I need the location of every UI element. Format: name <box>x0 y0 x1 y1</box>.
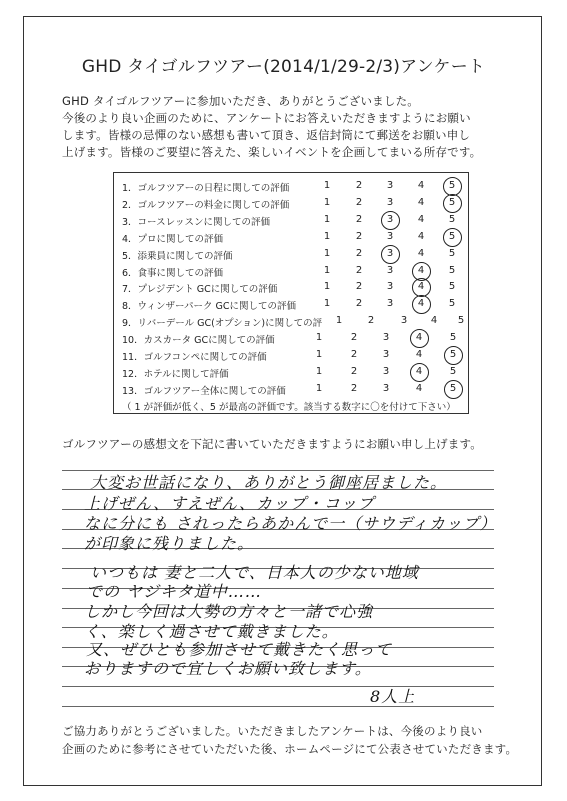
rating-option-3[interactable]: 3 <box>386 298 394 310</box>
rating-option-4[interactable]: 4 <box>415 349 423 360</box>
selected-circle-mark <box>443 194 462 213</box>
selected-circle-mark <box>381 245 400 264</box>
rating-row <box>114 195 468 213</box>
rating-row <box>114 313 468 331</box>
rating-row <box>114 381 468 399</box>
closing-line: ご協力ありがとうございました。いただきましたアンケートは、今後のより良い <box>62 724 483 738</box>
rating-option-3[interactable]: 3 <box>382 349 390 360</box>
intro-line: 今後のより良い企画のために、アンケートにお答えいただきますようにお願い <box>62 111 471 125</box>
intro-text <box>62 93 510 161</box>
rating-option-2[interactable]: 2 <box>367 315 375 327</box>
closing-line: 企画のために参考にさせていただいた後、ホームページにて公表させていただきます。 <box>62 742 518 756</box>
rating-footnote: （ 1 が評価が低く、5 が最高の評価です。該当する数字に〇を付けて下さい） <box>122 402 456 413</box>
rating-option-4[interactable]: 4 <box>417 230 425 242</box>
handwritten-line: おりますので宜しくお願い致します。 <box>84 659 372 678</box>
rating-option-4[interactable]: 4 <box>415 365 423 377</box>
handwritten-line: 大変お世話になり、ありがとう御座居ました。 <box>90 473 448 492</box>
rating-option-5[interactable]: 5 <box>449 382 457 394</box>
rating-option-3[interactable]: 3 <box>386 213 394 225</box>
intro-line: GHD タイゴルフツアーに参加いただき、ありがとうございました。 <box>62 94 419 108</box>
rating-option-2[interactable]: 2 <box>355 196 363 208</box>
rating-option-4[interactable]: 4 <box>417 264 425 276</box>
rating-option-1[interactable]: 1 <box>323 196 331 208</box>
rating-option-5[interactable]: 5 <box>448 213 456 225</box>
rating-option-2[interactable]: 2 <box>355 281 363 293</box>
selected-circle-mark <box>410 363 429 382</box>
rating-row <box>114 229 468 247</box>
rating-option-4[interactable]: 4 <box>417 196 425 208</box>
rating-option-5[interactable]: 5 <box>448 298 456 310</box>
rating-item-label: 10．カスカータ GCに関しての評価 <box>122 335 275 347</box>
rating-option-4[interactable]: 4 <box>417 213 425 225</box>
rating-option-5[interactable]: 5 <box>448 264 456 276</box>
selected-circle-mark <box>381 211 400 230</box>
rating-option-4[interactable]: 4 <box>415 382 423 394</box>
rating-option-5[interactable]: 5 <box>448 196 456 208</box>
handwritten-line: く、楽しく過させて戴きました。 <box>84 622 339 641</box>
rating-row <box>114 246 468 264</box>
rating-option-3[interactable]: 3 <box>400 315 408 327</box>
rating-option-3[interactable]: 3 <box>386 180 394 191</box>
rating-item-label: 5．添乗員に関しての評価 <box>122 250 233 262</box>
rating-option-1[interactable]: 1 <box>323 213 331 225</box>
selected-circle-mark <box>444 346 463 365</box>
rating-option-4[interactable]: 4 <box>430 315 438 327</box>
rating-option-3[interactable]: 3 <box>386 196 394 208</box>
rating-option-5[interactable]: 5 <box>457 315 465 327</box>
rating-item-label: 11．ゴルフコンペに関しての評価 <box>122 352 267 363</box>
selected-circle-mark <box>410 329 429 348</box>
rating-row <box>114 296 468 314</box>
rating-item-label: 6．食事に関しての評価 <box>122 267 224 279</box>
rating-option-3[interactable]: 3 <box>386 247 394 259</box>
rating-item-label: 1．ゴルフツアーの日程に関しての評価 <box>122 183 290 194</box>
rating-item-label: 8．ウィンザーパーク GCに関しての評価 <box>122 301 297 313</box>
handwritten-line: での ヤジキタ道中…… <box>86 582 262 601</box>
rating-option-1[interactable]: 1 <box>315 349 323 360</box>
rating-option-3[interactable]: 3 <box>386 264 394 276</box>
ruled-line <box>62 686 494 687</box>
closing-text <box>62 722 518 758</box>
rating-option-5[interactable]: 5 <box>448 180 456 191</box>
rating-option-1[interactable]: 1 <box>335 315 343 327</box>
rating-option-4[interactable]: 4 <box>417 180 425 191</box>
rating-option-1[interactable]: 1 <box>323 298 331 310</box>
ruled-line <box>62 706 494 707</box>
rating-option-3[interactable]: 3 <box>382 382 390 394</box>
rating-option-1[interactable]: 1 <box>315 382 323 394</box>
rating-option-2[interactable]: 2 <box>350 349 358 360</box>
rating-option-2[interactable]: 2 <box>355 298 363 310</box>
rating-option-2[interactable]: 2 <box>355 264 363 276</box>
rating-option-3[interactable]: 3 <box>386 230 394 242</box>
rating-item-label: 13．ゴルフツアー全体に関しての評価 <box>122 385 286 397</box>
rating-option-2[interactable]: 2 <box>350 365 358 377</box>
rating-option-2[interactable]: 2 <box>355 247 363 259</box>
rating-row <box>114 347 468 365</box>
handwritten-line: が印象に残りました。 <box>84 534 255 553</box>
handwritten-signature: 8人上 <box>370 687 416 706</box>
rating-option-5[interactable]: 5 <box>448 247 456 259</box>
rating-row <box>114 263 468 281</box>
rating-option-1[interactable]: 1 <box>323 264 331 276</box>
rating-option-4[interactable]: 4 <box>417 281 425 293</box>
handwritten-line: 上げぜん、すえぜん、カップ・コップ <box>84 494 375 513</box>
rating-option-1[interactable]: 1 <box>323 281 331 293</box>
page-title: GHD タイゴルフツアー(2014/1/29-2/3)アンケート <box>81 57 486 77</box>
rating-option-3[interactable]: 3 <box>382 332 390 344</box>
rating-option-2[interactable]: 2 <box>355 230 363 242</box>
rating-table <box>113 172 469 414</box>
rating-option-2[interactable]: 2 <box>350 332 358 344</box>
rating-option-3[interactable]: 3 <box>382 365 390 377</box>
rating-option-2[interactable]: 2 <box>350 382 358 394</box>
rating-option-4[interactable]: 4 <box>415 332 423 344</box>
rating-option-5[interactable]: 5 <box>449 349 457 360</box>
comment-prompt: ゴルフツアーの感想文を下記に書いていただきますようにお願い申し上げます。 <box>62 437 482 451</box>
rating-option-5[interactable]: 5 <box>448 281 456 293</box>
rating-option-5[interactable]: 5 <box>449 365 457 377</box>
rating-option-5[interactable]: 5 <box>449 332 457 344</box>
selected-circle-mark <box>412 295 431 314</box>
selected-circle-mark <box>443 228 462 247</box>
handwritten-line: なに分にも されったらあかんで一（サウディカップ） <box>84 514 497 533</box>
selected-circle-mark <box>444 380 463 399</box>
intro-line: します。皆様の忌憚のない感想も書いて頂き、返信封筒にて郵送をお願い申し <box>62 128 471 142</box>
rating-item-label: 9．リバーデール GC(オプション)に関しての評 <box>122 318 323 330</box>
handwritten-line: いつもは 妻と二人で、日本人の少ない地域 <box>90 563 419 582</box>
rating-item-label: 2．ゴルフツアーの料金に関しての評価 <box>122 199 290 211</box>
intro-line: 上げます。皆様のご要望に答えた、楽しいイベントを企画してまいる所存です。 <box>62 145 482 159</box>
handwritten-line: 又、ぜひとも参加させて戴きたく思って <box>86 640 393 659</box>
rating-row <box>114 364 468 382</box>
rating-option-4[interactable]: 4 <box>417 298 425 310</box>
rating-row <box>114 178 468 196</box>
rating-option-1[interactable]: 1 <box>323 230 331 242</box>
rating-option-5[interactable]: 5 <box>448 230 456 242</box>
rating-item-label: 3．コースレッスンに関しての評価 <box>122 216 270 228</box>
rating-item-label: 7．プレジデント GCに関しての評価 <box>122 284 278 296</box>
rating-option-2[interactable]: 2 <box>355 180 363 191</box>
rating-row <box>114 330 468 348</box>
rating-option-4[interactable]: 4 <box>417 247 425 259</box>
rating-option-1[interactable]: 1 <box>315 332 323 344</box>
rating-option-1[interactable]: 1 <box>323 180 331 191</box>
rating-option-1[interactable]: 1 <box>323 247 331 259</box>
rating-item-label: 12．ホテルに関して評価 <box>122 368 229 380</box>
rating-option-1[interactable]: 1 <box>315 365 323 377</box>
rating-option-3[interactable]: 3 <box>386 281 394 293</box>
rating-row <box>114 279 468 297</box>
rating-option-2[interactable]: 2 <box>355 213 363 225</box>
rating-item-label: 4．プロに関しての評価 <box>122 233 224 245</box>
rating-row <box>114 212 468 230</box>
handwritten-line: しかし今回は大勢の方々と一諸で心強 <box>84 602 374 621</box>
